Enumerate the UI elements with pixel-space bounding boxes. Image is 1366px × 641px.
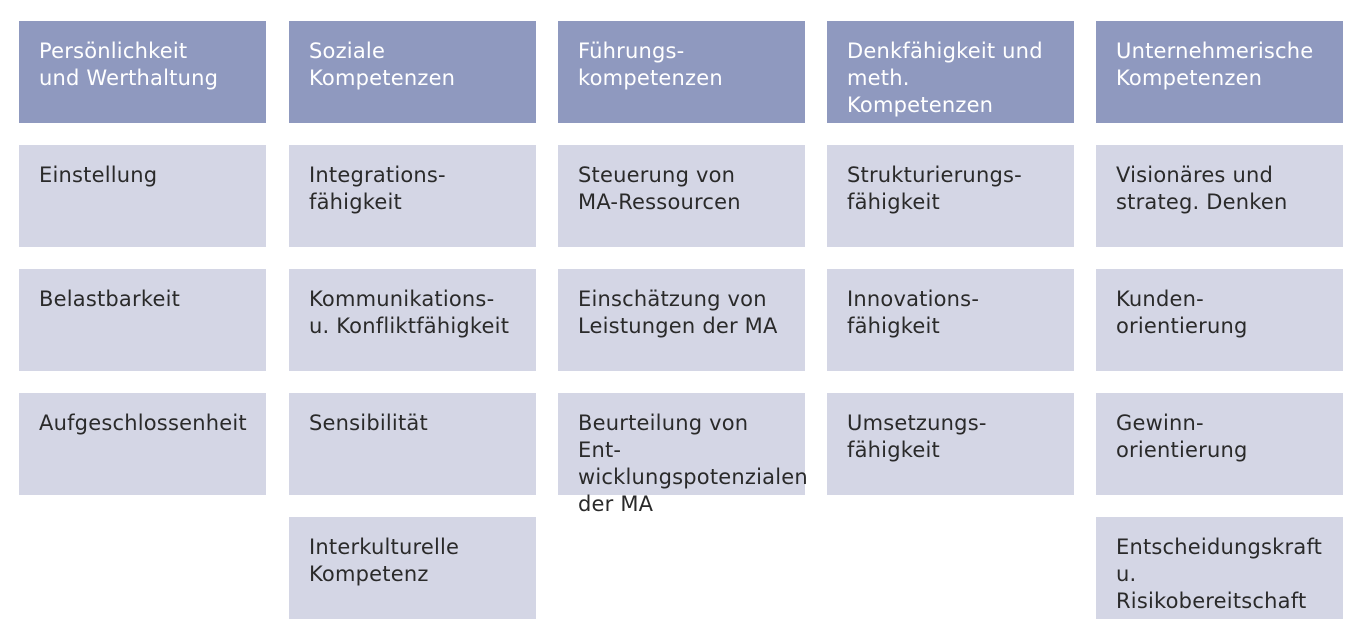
competency-box: Visionäres und strateg. Denken [1096, 145, 1343, 247]
column-social [289, 21, 536, 641]
competency-box: Innovations- fähigkeit [827, 269, 1074, 371]
competency-box: Strukturierungs- fähigkeit [827, 145, 1074, 247]
column-entrepreneurial [1096, 21, 1343, 641]
competency-box: Steuerung von MA-Ressourcen [558, 145, 805, 247]
competency-box: Beurteilung von Ent- wicklungspotenzialen der MA [558, 393, 805, 495]
competency-box: Gewinn- orientierung [1096, 393, 1343, 495]
competency-box: Umsetzungs- fähigkeit [827, 393, 1074, 495]
competency-box: Kunden- orientierung [1096, 269, 1343, 371]
competency-box: Sensibilität [289, 393, 536, 495]
competency-box: Einschätzung von Leistungen der MA [558, 269, 805, 371]
competency-box: Entscheidungskraft u. Risikobereitschaft [1096, 517, 1343, 619]
competency-box: Kommunikations- u. Konfliktfähigkeit [289, 269, 536, 371]
column-personality [19, 21, 266, 517]
competency-box: Interkulturelle Kompetenz [289, 517, 536, 619]
competency-box: Belastbarkeit [19, 269, 266, 371]
column-header-thinking: Denkfähigkeit und meth. Kompetenzen [827, 21, 1074, 123]
column-thinking [827, 21, 1074, 517]
competency-box: Aufgeschlossenheit [19, 393, 266, 495]
column-header-entrepreneurial: Unternehmerische Kompetenzen [1096, 21, 1343, 123]
column-header-personality: Persönlichkeit und Werthaltung [19, 21, 266, 123]
column-header-leadership: Führungs- kompetenzen [558, 21, 805, 123]
competency-box: Einstellung [19, 145, 266, 247]
column-header-social: Soziale Kompetenzen [289, 21, 536, 123]
column-leadership [558, 21, 808, 517]
competency-box: Integrations- fähigkeit [289, 145, 536, 247]
